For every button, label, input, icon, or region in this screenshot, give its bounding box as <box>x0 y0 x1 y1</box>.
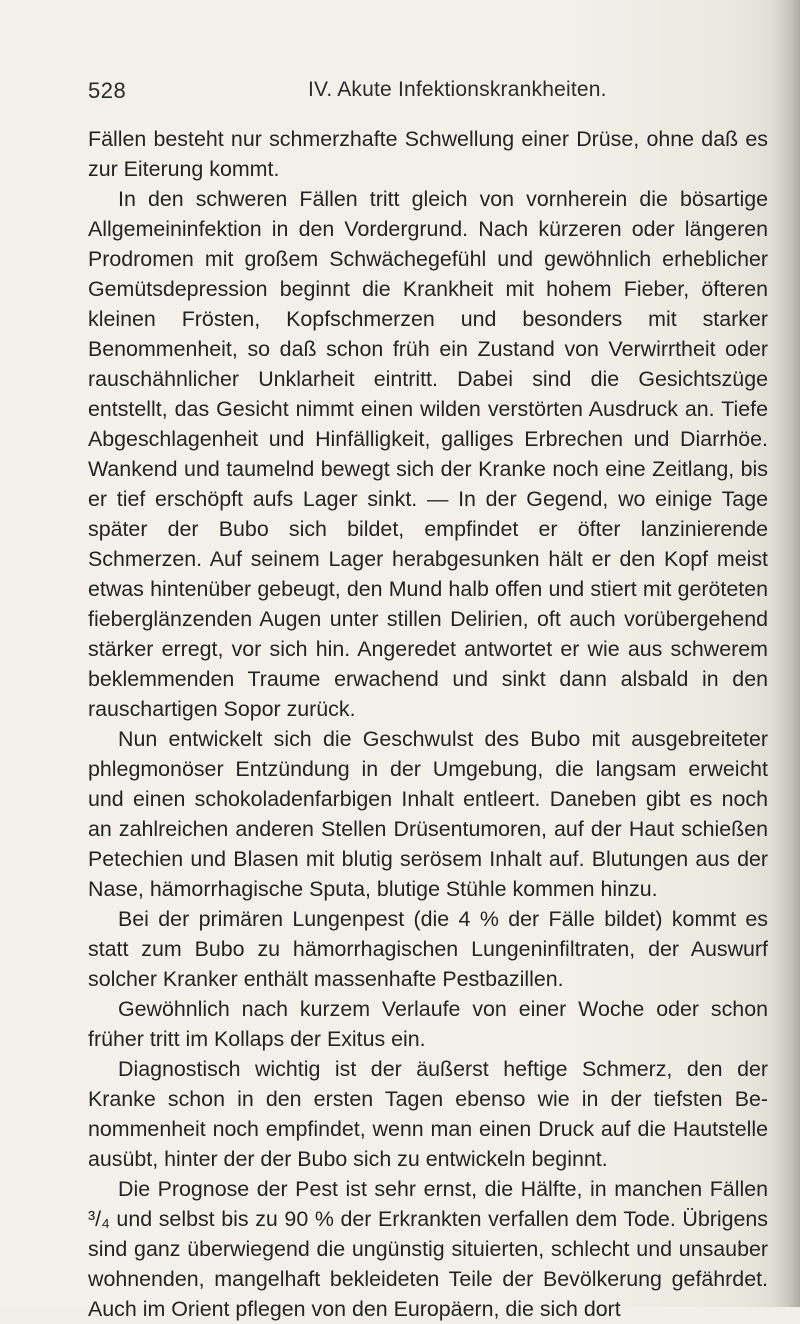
paragraph-prognosis: Die Prognose der Pest ist sehr ernst, die Hälfte, in manchen Fällen ³/₄ und selbst bis zu 90 % der Erkrankten verfallen dem Tode. Übrigens sind ganz überwiegend die ungünstig situierten, schlecht und unsauber wohnenden, mangelhaft bekleideten Teile der Bevölkerung gefährdet. Auch im Orient pflegen von den Europäern, die sich dort <box>88 1177 768 1321</box>
paragraph-continuation: Fällen besteht nur schmerzhafte Schwellung einer Drüse, ohne daß es zur Eiterung kommt. <box>88 127 768 181</box>
paragraph-severe-cases: In den schweren Fällen tritt gleich von vornherein die bösartige Allgemeininfektion in den Vordergrund. Nach kürzeren oder längeren Prodromen mit großem Schwächegefühl und gewöhnlich erheblicher Gemütsdepression beginnt die Krankheit mit hohem Fieber, öfteren kleinen Frösten, Kopfschmerzen und besonders mit starker Benommenheit, so daß schon früh ein Zustand von Verwirrtheit oder rauschähnlicher Unklarheit eintritt. Dabei sind die Gesichtszüge entstellt, das Gesicht nimmt einen wilden verstörten Ausdruck an. Tiefe Abgeschlagenheit und Hinfälligkeit, galliges Erbrechen und Diarrhöe. Wankend und taumelnd bewegt sich der Kranke noch eine Zeitlang, bis er tief erschöpft aufs Lager sinkt. — In der Gegend, wo einige Tage später der Bubo sich bildet, empfindet er öfter lanzinierende Schmerzen. Auf seinem Lager herabgesunken hält er den Kopf meist etwas hintenüber gebeugt, den Mund halb offen und stiert mit geröteten fieberglänzenden Augen unter stillen Delirien, oft auch vorübergehend stärker erregt, vor sich hin. Angeredet antwortet er wie aus schwerem beklemmenden Traume erwachend und sinkt dann alsbald in den rauschartigen Sopor zurück. <box>88 187 768 721</box>
page-number: 528 <box>88 78 127 103</box>
paragraph-bubo-development: Nun entwickelt sich die Geschwulst des Bubo mit ausgebreiteter phlegmonöser Entzündung in der Umgebung, die langsam erweicht und einen schokoladenfarbigen Inhalt entleert. Daneben gibt es noch an zahlreichen anderen Stellen Drüsentumoren, auf der Haut schießen Petechien und Blasen mit blutig serösem Inhalt auf. Blutungen aus der Nase, hämorrhagische Sputa, blutige Stühle kommen hinzu. <box>88 727 768 901</box>
paragraph-course: Gewöhnlich nach kurzem Verlaufe von einer Woche oder schon früher tritt im Kollaps der Exitus ein. <box>88 997 768 1051</box>
page-header <box>88 78 768 110</box>
paragraph-diagnosis: Diagnostisch wichtig ist der äußerst heftige Schmerz, den der Kranke schon in den ersten Tagen ebenso wie in der tiefsten Benommenheit noch empfindet, wenn man einen Druck auf die Hautstelle ausübt, hinter der der Bubo sich zu entwickeln beginnt. <box>88 1057 768 1171</box>
page-edge-shadow <box>772 0 800 1307</box>
running-head: IV. Akute Infektionskrankheiten. <box>308 78 607 101</box>
paragraph-lung-plague: Bei der primären Lungenpest (die 4 % der Fälle bildet) kommt es statt zum Bubo zu hämorrhagischen Lungeninfiltraten, der Auswurf solcher Kranker enthält massenhafte Pestbazillen. <box>88 907 768 991</box>
body-text <box>88 124 768 1324</box>
